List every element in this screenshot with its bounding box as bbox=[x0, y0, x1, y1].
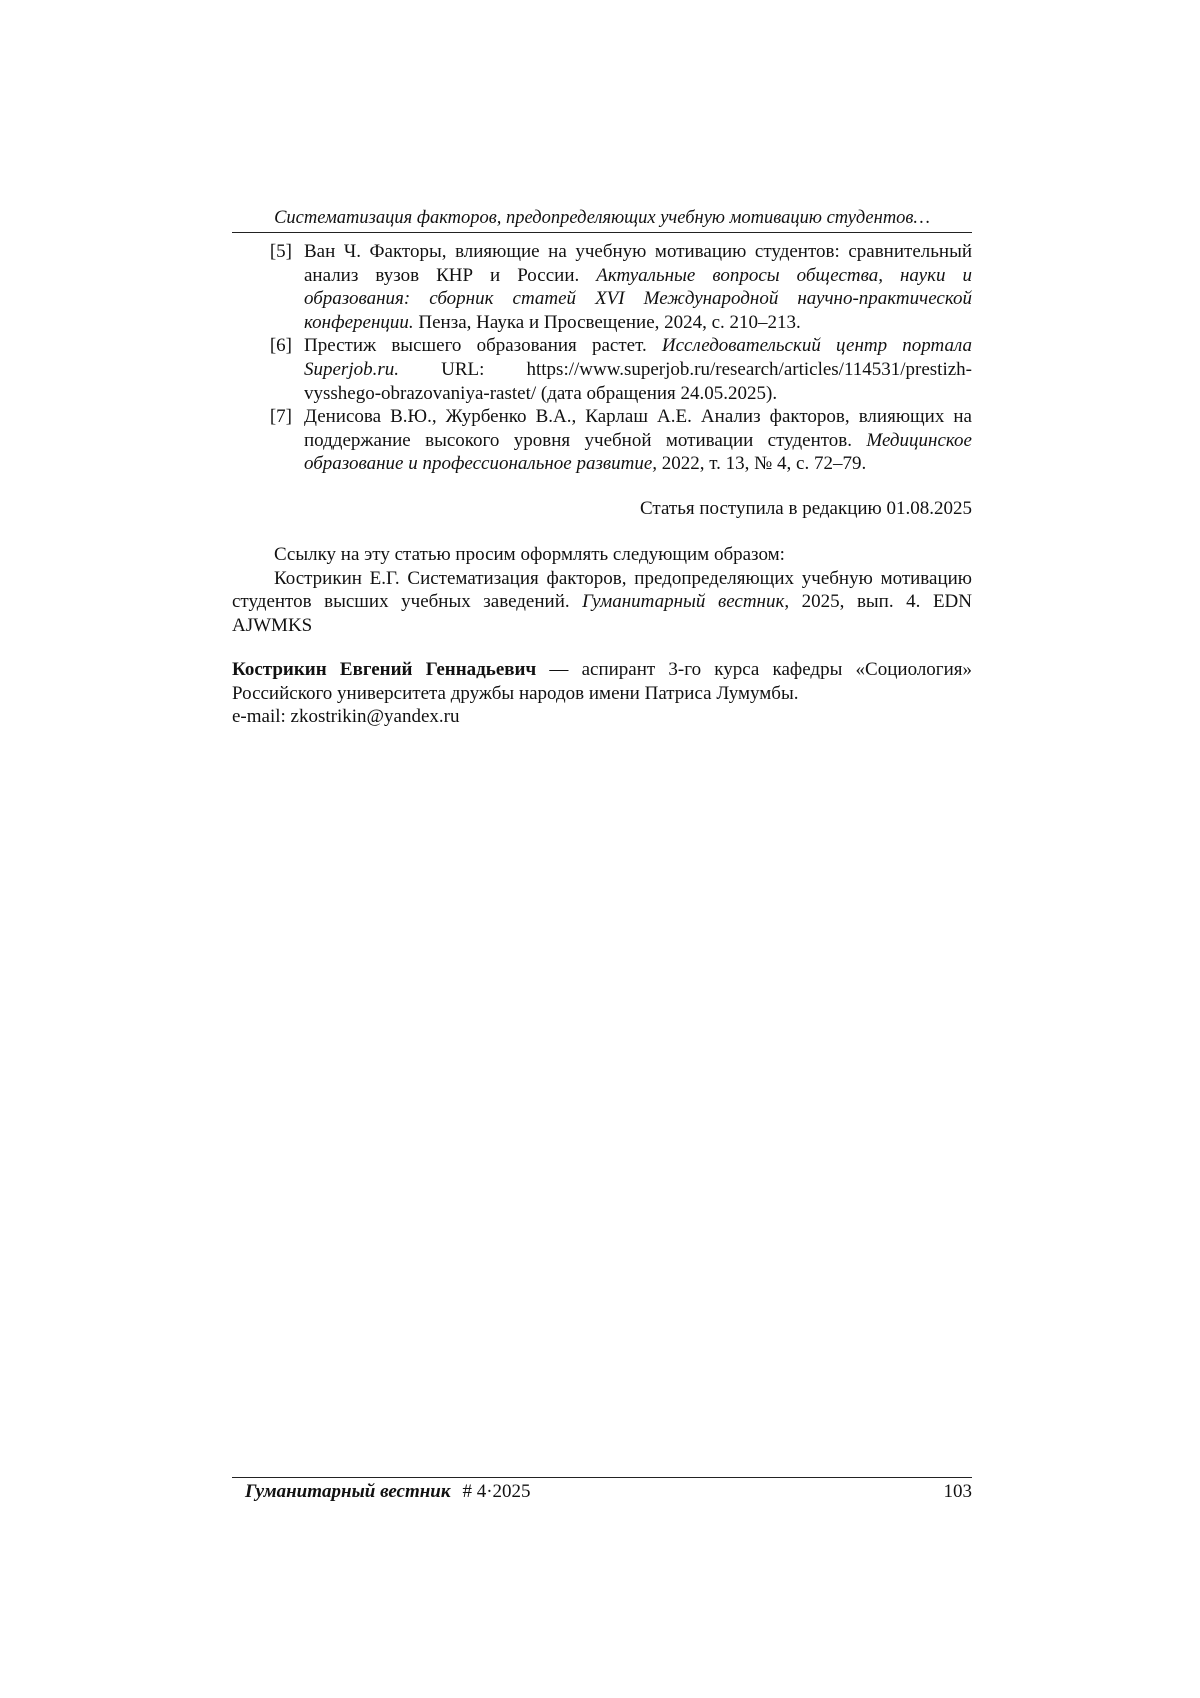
reference-list bbox=[232, 240, 972, 476]
reference-part: Престиж высшего образования растет. bbox=[304, 335, 662, 357]
footer-journal-name: Гуманитарный вестник bbox=[245, 1481, 451, 1502]
reference-item bbox=[232, 334, 972, 405]
author-description: — аспирант 3-го курса кафедры «Социология» Российского университета дружбы народов имени Патриса Лумумбы. bbox=[232, 659, 972, 704]
author-block bbox=[232, 658, 972, 729]
reference-source: Актуальные вопросы общества, науки и образования: сборник статей XVI Международной научно-практической конференции. bbox=[304, 264, 972, 333]
reference-number: [6] bbox=[269, 335, 292, 357]
author-email: e-mail: zkostrikin@yandex.ru bbox=[232, 706, 460, 728]
reference-number: [7] bbox=[269, 406, 292, 428]
reference-part: Пенза, Наука и Просвещение, 2024, с. 210–213. bbox=[413, 311, 801, 333]
reference-part: 2022, т. 13, № 4, с. 72–79. bbox=[657, 453, 867, 475]
citation-journal: Гуманитарный вестник bbox=[582, 591, 785, 613]
reference-text bbox=[304, 240, 972, 334]
reference-item bbox=[232, 240, 972, 334]
reference-text bbox=[304, 405, 972, 476]
header-rule bbox=[232, 232, 972, 233]
reference-part: Ван Ч. Факторы, влияющие на учебную мотивацию студентов: сравнительный анализ вузов КНР и России. bbox=[304, 241, 972, 286]
footer-journal bbox=[245, 1479, 531, 1505]
citation-text bbox=[232, 567, 972, 638]
author-name: Кострикин Евгений Геннадьевич bbox=[232, 659, 537, 680]
reference-part: Денисова В.Ю., Журбенко В.А., Карлаш А.Е. Анализ факторов, влияющих на поддержание высокого уровня учебной мотивации студентов. bbox=[304, 406, 972, 451]
reference-text bbox=[304, 334, 972, 405]
footer-rule bbox=[232, 1477, 972, 1478]
reference-number: [5] bbox=[269, 241, 292, 262]
running-head: Систематизация факторов, предопределяющих учебную мотивацию студентов… bbox=[274, 208, 930, 228]
citation-part: Кострикин Е.Г. Систематизация факторов, предопределяющих учебную мотивацию студентов высших учебных заведений. bbox=[232, 567, 972, 613]
page-number: 103 bbox=[943, 1481, 972, 1502]
citation-block bbox=[232, 543, 972, 637]
received-date: Статья поступила в редакцию 01.08.2025 bbox=[640, 498, 972, 519]
footer-issue: # 4·2025 bbox=[462, 1481, 531, 1502]
citation-part: , 2025, вып. 4. EDN AJWMKS bbox=[232, 591, 972, 636]
author-info bbox=[232, 658, 972, 705]
citation-intro: Ссылку на эту статью просим оформлять следующим образом: bbox=[274, 544, 785, 565]
reference-item bbox=[232, 405, 972, 476]
reference-source: Медицинское образование и профессиональное развитие, bbox=[304, 429, 972, 475]
reference-part: URL: https://www.superjob.ru/research/articles/114531/prestizh-vysshego-obrazovaniya-rastet/ (дата обращения 24.05.2025). bbox=[304, 358, 972, 404]
reference-source: Исследовательский центр портала Superjob.ru. bbox=[304, 335, 972, 380]
